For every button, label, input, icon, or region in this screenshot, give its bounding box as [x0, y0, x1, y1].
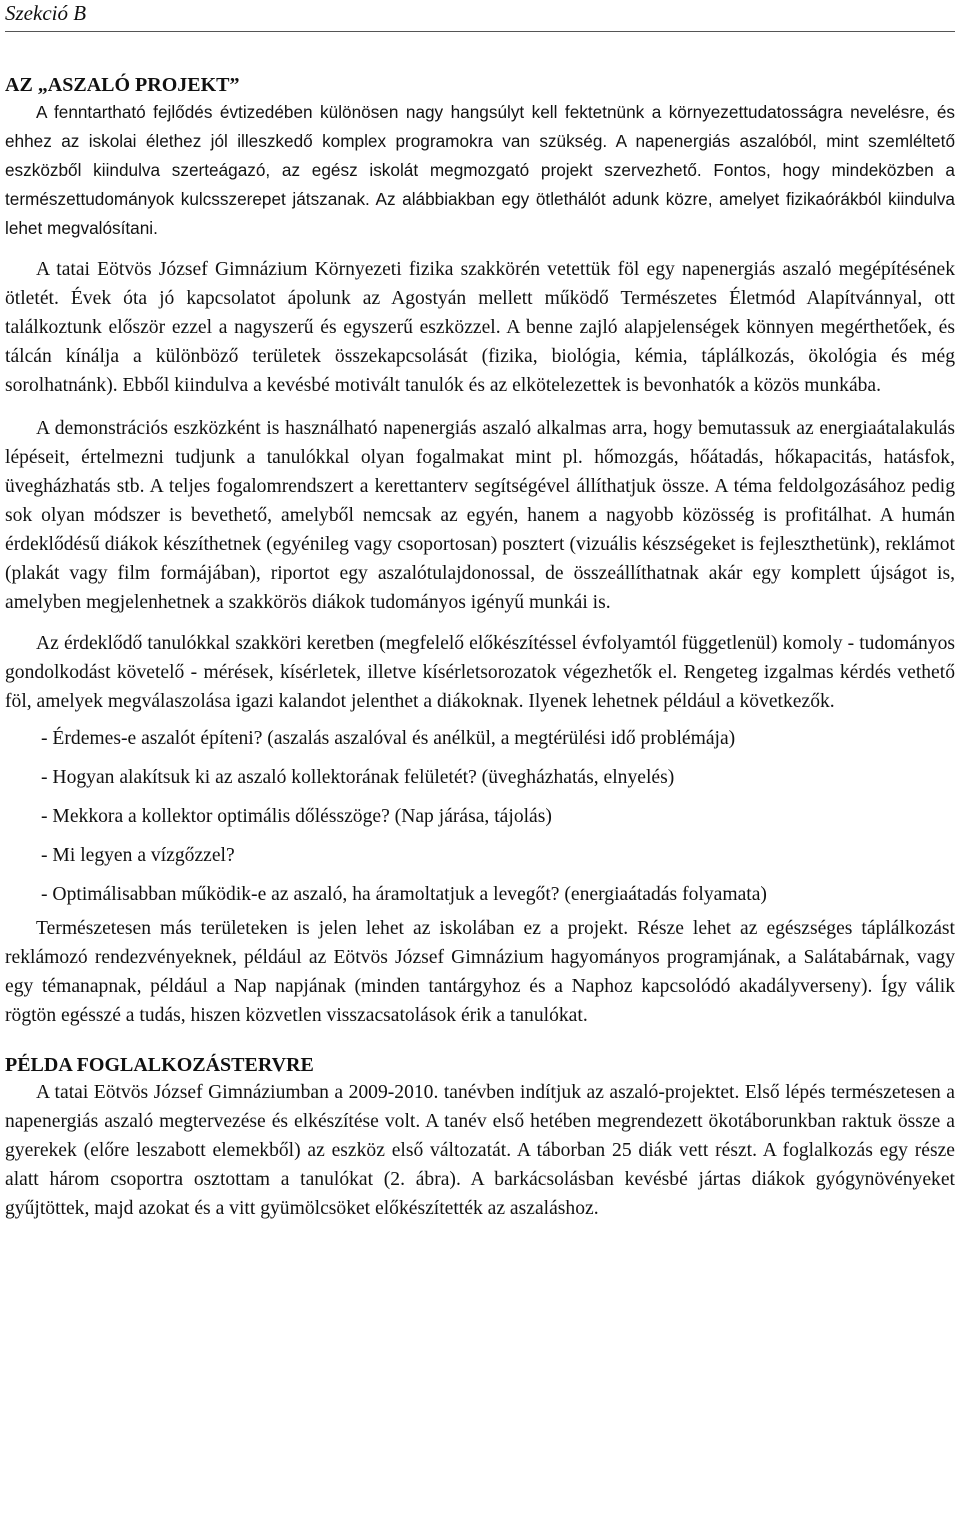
section-label: Szekció B [5, 1, 87, 25]
closing-paragraph: Természetesen más területeken is jelen lehet az iskolában ez a projekt. Része lehet az egészséges táplálkozást reklámozó rendezvényeknek, például az Eötvös József Gimnázium hagyományos programjának, a Salátabárnak, vagy egy témanapnak, például a Nap napjának (minden tantárgyhoz és a Naphoz kapcsolódó akadályverseny). Így válik rögtön egésszé a tudás, hiszen közvetlen visszacsatolások érik a tanulókat. [5, 918, 955, 1026]
intro-paragraph: A fenntartható fejlődés évtizedében különösen nagy hangsúlyt kell fektetnünk a környezettudatosságra nevelésre, és ehhez az iskolai élethez jól illeszkedő komplex programokra van szükség. A napenergiás aszalóból, mint szemléltető eszközből kiindulva szerteágazó, az egész iskolát megmozgató projekt szervezhető. Fontos, hogy mindeközben a természettudományok kulcsszerepet játszanak. Az alábbiakban egy ötlethálót adunk közre, amelyet fizikaórákból kiindulva lehet megvalósítani. [5, 102, 955, 238]
body-paragraph-1: A tatai Eötvös József Gimnázium Környezeti fizika szakkörén vetettük föl egy napenergiás aszaló megépítésének ötletét. Évek óta jó kapcsolatot ápolunk az Agostyán mellett működő Természetes Életmód Alapítvánnyal, ott találkoztunk először ezzel a nagyszerű és egyszerű eszközzel. A benne zajló alapjelenségek könnyen megérthetőek, és tálcán kínálja a különböző területek összekapcsolását (fizika, biológia, kémia, táplálkozás, ökológia és még sorolhatnánk). Ebből kiindulva a kevésbé motivált tanulók és az elkötelezettek is bevonhatók a közös munkába. [5, 259, 955, 396]
example-title: PÉLDA FOGLALKOZÁSTERVRE [5, 1054, 314, 1076]
article-title: AZ „ASZALÓ PROJEKT” [5, 74, 240, 96]
question-item: - Hogyan alakítsuk ki az aszaló kollektorának felületét? (üvegházhatás, elnyelés) [41, 767, 675, 788]
question-item: - Mekkora a kollektor optimális dőlésszöge? (Nap járása, tájolás) [41, 806, 552, 827]
question-list [5, 724, 955, 909]
example-paragraph: A tatai Eötvös József Gimnáziumban a 2009-2010. tanévben indítjuk az aszaló-projektet. Első lépés természetesen a napenergiás aszaló megtervezése és elkészítése volt. A tanév első hetében megrendezett ökotáborunkban raktuk össze a gyerekek (előre leszabott elemekből) az eszköz első változatát. A táborban 25 diák vett részt. A foglalkozás egy része alatt három csoportra osztottam a tanulókat (2. ábra). A barkácsolásban kevésbé jártas diákok gyógynövényeket gyűjtöttek, majd azokat és a vitt gyümölcsöket előkészítették az aszaláshoz. [5, 1082, 955, 1219]
body-paragraph-2: A demonstrációs eszközként is használható napenergiás aszaló alkalmas arra, hogy bemutassuk az energiaátalakulás lépéseit, értelmezni tudjunk a tanulókkal olyan fogalmakat mint pl. hőmozgás, hőátadás, hőkapacitás, hatásfok, üvegházhatás stb. A teljes fogalomrendszert a kerettanterv segítségével állíthatjuk össze. A téma feldolgozásához pedig sok olyan módszer is bevethető, amelyből nemcsak az egyén, hanem a nagyobb közösség is profitálhat. A humán érdeklődésű diákok készíthetnek (egyénileg vagy csoportosan) posztert (vizuális készségeket is fejleszthetünk), reklámot (plakát vagy film formájában), riportot egy aszalótulajdonossal, de összeállíthatnak akár egy komplett újságot is, amelyben megjelenhetnek a szakkörös diákok tudományos igényű munkái is. [5, 418, 955, 613]
question-item: - Mi legyen a vízgőzzel? [41, 845, 235, 866]
question-item: - Optimálisabban működik-e az aszaló, ha áramoltatjuk a levegőt? (energiaátadás folyamata) [41, 884, 767, 905]
body-paragraph-3: Az érdeklődő tanulókkal szakköri keretben (megfelelő előkészítéssel évfolyamtól függetlenül) komoly - tudományos gondolkodást követelő - mérések, kísérletek, illetve kísérletsorozatok végezhetők el. Rengeteg izgalmas kérdés vethető föl, amelyek megválaszolása igazi kalandot jelenthet a diákoknak. Ilyenek lehetnek például a következők. [5, 633, 955, 712]
running-header [5, 0, 955, 32]
question-item: - Érdemes-e aszalót építeni? (aszalás aszalóval és anélkül, a megtérülési idő problémája) [41, 728, 736, 749]
